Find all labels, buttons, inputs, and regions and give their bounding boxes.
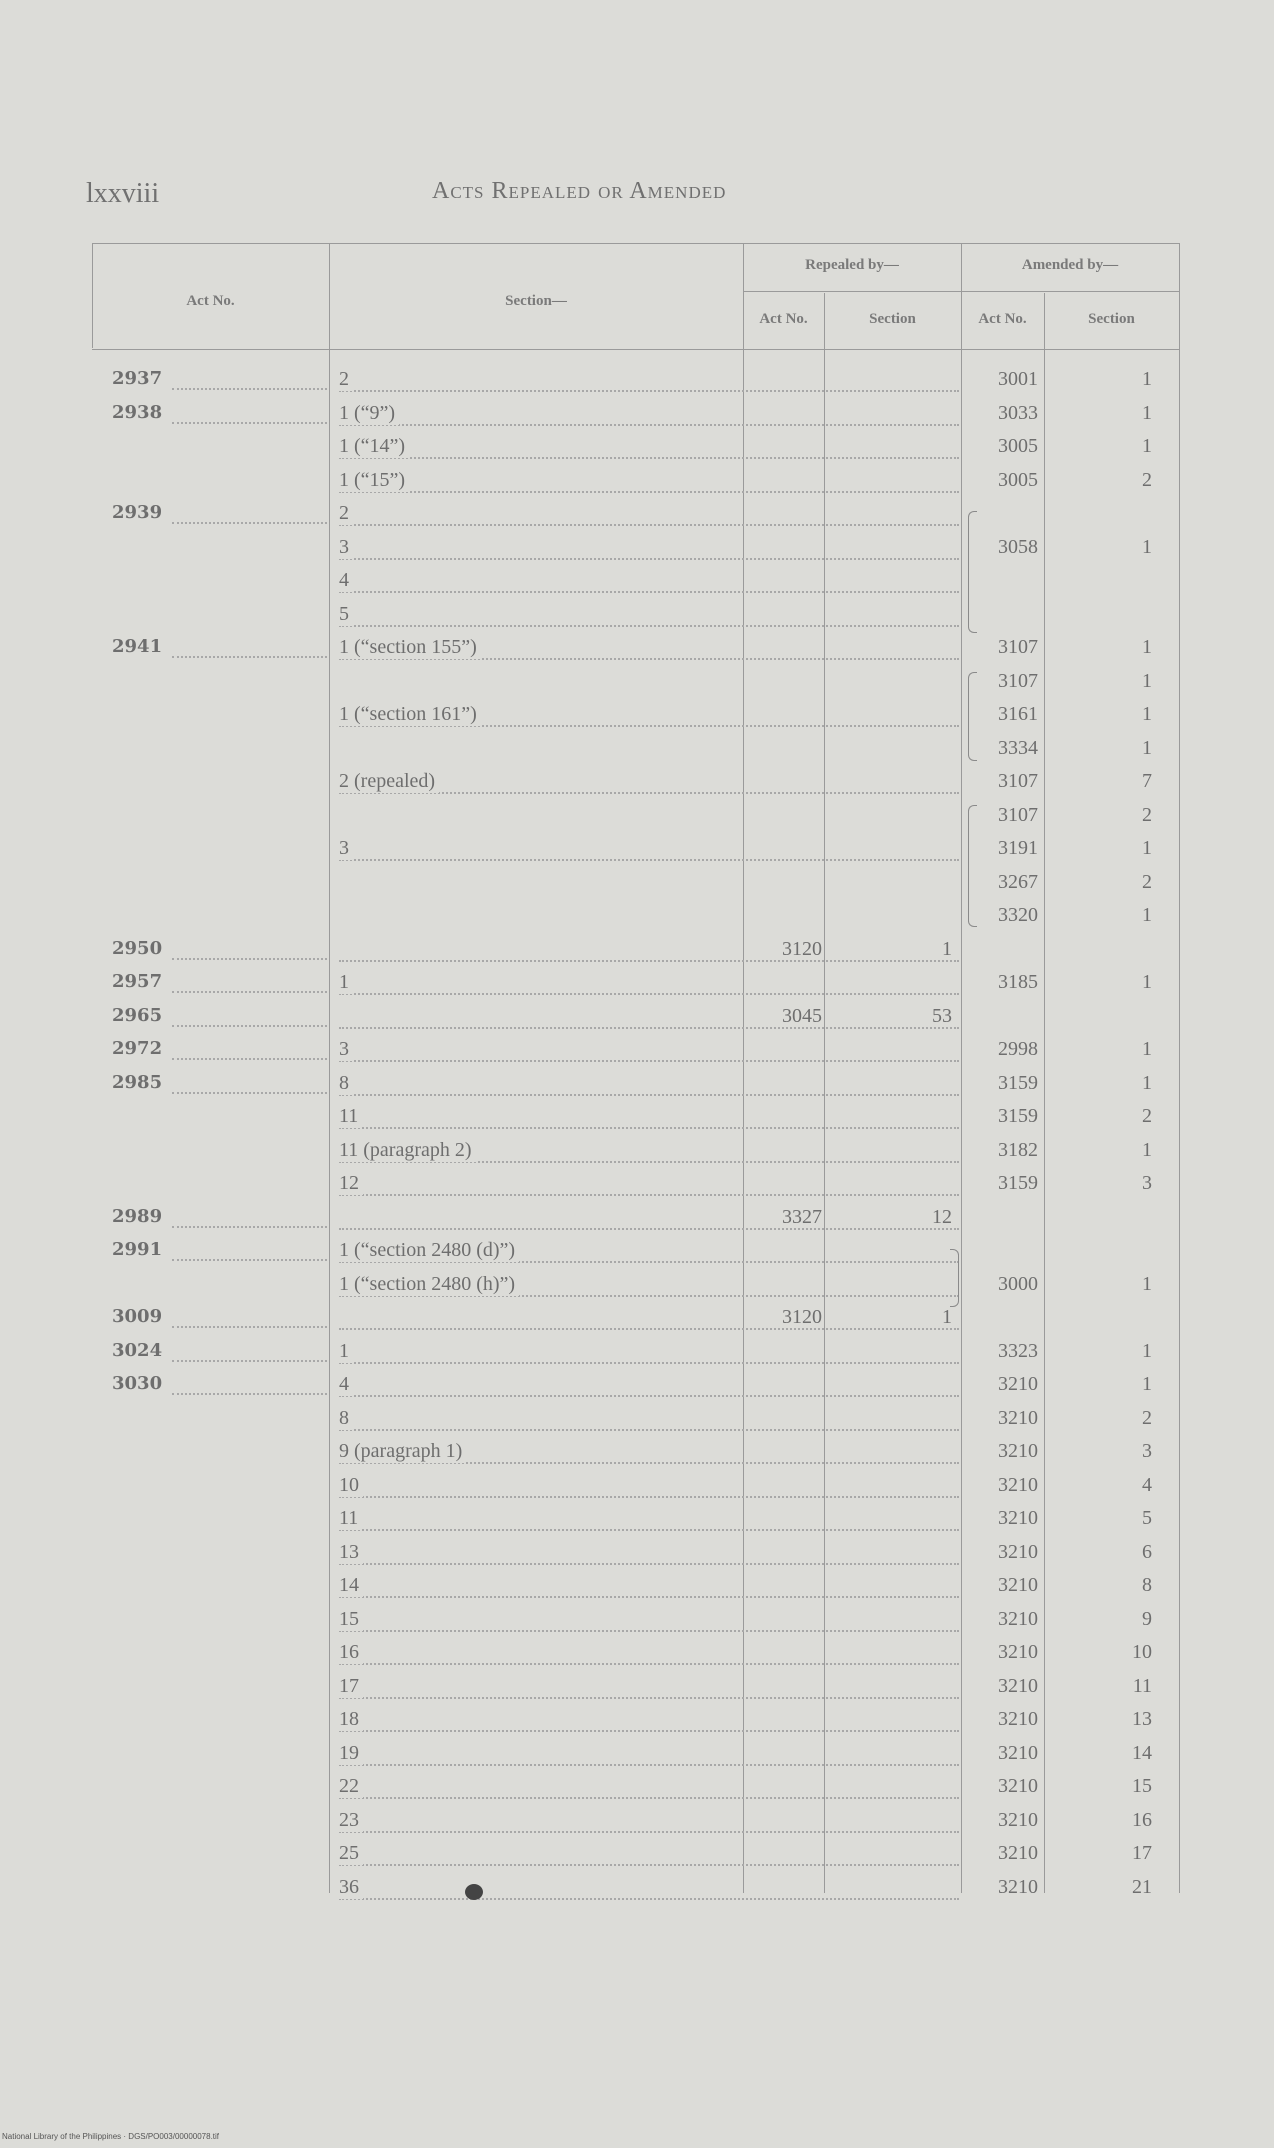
table-row: [92, 1608, 1182, 1642]
amended-section-cell: 1: [1142, 1071, 1152, 1094]
table-row: [92, 1273, 1182, 1307]
leader-dots: [339, 524, 959, 526]
amended-section-cell: 2: [1142, 1406, 1152, 1429]
leader-dots: [339, 1194, 959, 1196]
amended-section-cell: 17: [1132, 1842, 1152, 1864]
table-row: [92, 1139, 1182, 1173]
header-section: Section—: [505, 293, 567, 309]
amended-section-cell: 7: [1142, 770, 1152, 792]
amended-section-cell: 9: [1142, 1607, 1152, 1630]
amended-section-cell: 2: [1142, 803, 1152, 826]
table-row: [92, 871, 1182, 905]
leader-dots: [339, 1395, 959, 1397]
section-cell: 12: [339, 1172, 363, 1195]
amended-act-cell: 3323: [998, 1339, 1038, 1362]
amended-act-cell: 3210: [998, 1440, 1038, 1462]
amended-act-cell: 3107: [998, 636, 1038, 658]
act-number-cell: 2939: [112, 502, 166, 523]
table-row: [92, 1641, 1182, 1675]
amended-act-cell: 3210: [998, 1607, 1038, 1630]
amended-section-cell: 14: [1132, 1741, 1152, 1764]
header-act-no: Act No.: [186, 293, 235, 309]
repealed-sub-rule: [743, 291, 961, 292]
amended-act-cell: 3001: [998, 368, 1038, 390]
section-cell: 22: [339, 1775, 363, 1798]
table-row: [92, 1407, 1182, 1441]
leader-dots: [339, 1764, 959, 1766]
header-repealed-act-no: Act No.: [759, 311, 808, 327]
group-brace: [968, 511, 977, 633]
leader-dots: [172, 1360, 327, 1362]
leader-dots: [339, 1496, 959, 1498]
act-number-cell: 2991: [112, 1239, 166, 1260]
table-row: [92, 1876, 1182, 1910]
section-cell: 1 (“section 2480 (h)”): [339, 1273, 519, 1296]
amended-act-cell: 3159: [998, 1105, 1038, 1127]
amended-section-cell: 1: [1142, 1038, 1152, 1060]
scan-footer: National Library of the Philippines · DGS/PO003/00000078.tif: [2, 2132, 220, 2141]
amended-act-cell: 3005: [998, 435, 1038, 457]
amended-section-cell: 5: [1142, 1507, 1152, 1529]
repealed-section-cell: 1: [942, 937, 952, 960]
leader-dots: [339, 1094, 959, 1096]
section-cell: 2: [339, 368, 353, 391]
leader-dots: [339, 960, 959, 962]
repealed-act-cell: 3045: [782, 1004, 822, 1027]
act-number-cell: 3030: [112, 1373, 166, 1394]
ink-blot: [465, 1884, 483, 1900]
amended-section-cell: 8: [1142, 1574, 1152, 1596]
amended-section-cell: 6: [1142, 1540, 1152, 1563]
act-number-cell: 2938: [112, 402, 166, 423]
table-row: [92, 569, 1182, 603]
section-cell: 1 (“9”): [339, 402, 399, 425]
table-row: [92, 1440, 1182, 1474]
table-row: [92, 837, 1182, 871]
table-row: [92, 1742, 1182, 1776]
amended-act-cell: 3210: [998, 1674, 1038, 1697]
table-top-rule: [92, 243, 1180, 244]
section-cell: 8: [339, 1072, 353, 1095]
amended-act-cell: 3210: [998, 1540, 1038, 1563]
section-cell: 4: [339, 569, 353, 592]
leader-dots: [339, 1730, 959, 1732]
leader-dots: [172, 1092, 327, 1094]
amended-act-cell: 3210: [998, 1842, 1038, 1864]
amended-act-cell: 3159: [998, 1172, 1038, 1194]
act-number-cell: 2937: [112, 368, 166, 389]
repealed-act-cell: 3327: [782, 1205, 822, 1228]
section-cell: 2 (repealed): [339, 770, 439, 793]
section-cell: 36: [339, 1876, 363, 1899]
leader-dots: [172, 1058, 327, 1060]
amended-act-cell: 3210: [998, 1741, 1038, 1764]
header-amended-act-no: Act No.: [978, 311, 1027, 327]
amended-section-cell: 3: [1142, 1172, 1152, 1194]
amended-section-cell: 1: [1142, 837, 1152, 859]
amended-act-cell: 3000: [998, 1272, 1038, 1295]
leader-dots: [172, 388, 327, 390]
section-cell: 3: [339, 536, 353, 559]
leader-dots: [339, 457, 959, 459]
table-row: [92, 502, 1182, 536]
group-brace: [968, 805, 977, 927]
table-row: [92, 435, 1182, 469]
amended-section-cell: 1: [1142, 401, 1152, 424]
leader-dots: [339, 491, 959, 493]
leader-dots: [339, 1563, 959, 1565]
act-number-cell: 3024: [112, 1340, 166, 1361]
leader-dots: [339, 1060, 959, 1062]
table-row: [92, 368, 1182, 402]
leader-dots: [339, 1898, 959, 1900]
table-row: [92, 904, 1182, 938]
section-cell: 10: [339, 1474, 363, 1497]
section-cell: 18: [339, 1708, 363, 1731]
repealed-section-cell: 1: [942, 1306, 952, 1328]
amended-section-cell: 1: [1142, 368, 1152, 390]
amended-act-cell: 3058: [998, 535, 1038, 558]
leader-dots: [339, 1529, 959, 1531]
act-number-cell: 2985: [112, 1072, 166, 1093]
table-row: [92, 938, 1182, 972]
leader-dots: [172, 1259, 327, 1261]
leader-dots: [339, 558, 959, 560]
amended-act-cell: 3159: [998, 1071, 1038, 1094]
amended-section-cell: 1: [1142, 1138, 1152, 1161]
repealed-section-cell: 12: [932, 1205, 952, 1228]
leader-dots: [339, 1663, 959, 1665]
section-cell: 8: [339, 1407, 353, 1430]
table-row: [92, 1005, 1182, 1039]
amended-act-cell: 3210: [998, 1708, 1038, 1730]
section-cell: 11: [339, 1507, 362, 1530]
table-row: [92, 737, 1182, 771]
acts-table: [92, 243, 1182, 1898]
section-cell: 3: [339, 1038, 353, 1061]
leader-dots: [339, 1596, 959, 1598]
leader-dots: [172, 991, 327, 993]
table-row: [92, 1373, 1182, 1407]
leader-dots: [172, 656, 327, 658]
header-bottom-rule: [92, 349, 1180, 350]
leader-dots: [339, 859, 959, 861]
amended-section-cell: 2: [1142, 870, 1152, 893]
amended-act-cell: 3210: [998, 1473, 1038, 1496]
amended-act-cell: 3005: [998, 468, 1038, 491]
amended-act-cell: 3267: [998, 870, 1038, 893]
table-row: [92, 1675, 1182, 1709]
amended-section-cell: 4: [1142, 1473, 1152, 1496]
leader-dots: [172, 1393, 327, 1395]
amended-act-cell: 3182: [998, 1138, 1038, 1161]
act-number-cell: 2957: [112, 971, 166, 992]
leader-dots: [339, 993, 959, 995]
section-cell: 13: [339, 1541, 363, 1564]
amended-act-cell: 3210: [998, 1875, 1038, 1898]
act-number-cell: 2950: [112, 938, 166, 959]
table-row: [92, 1507, 1182, 1541]
table-row: [92, 703, 1182, 737]
leader-dots: [172, 522, 327, 524]
header-amended-section: Section: [1088, 311, 1135, 327]
section-cell: 1 (“section 155”): [339, 636, 481, 659]
table-row: [92, 670, 1182, 704]
leader-dots: [172, 1025, 327, 1027]
act-number-cell: 2989: [112, 1206, 166, 1227]
repealed-act-cell: 3120: [782, 1306, 822, 1328]
act-number-cell: 2941: [112, 636, 166, 657]
header-repealed-by: Repealed by—: [805, 257, 899, 273]
section-cell: 16: [339, 1641, 363, 1664]
amended-act-cell: 3107: [998, 669, 1038, 692]
amended-section-cell: 3: [1142, 1440, 1152, 1462]
leader-dots: [339, 424, 959, 426]
act-number-cell: 2972: [112, 1038, 166, 1059]
amended-section-cell: 1: [1142, 435, 1152, 457]
amended-section-cell: 2: [1142, 468, 1152, 491]
table-row: [92, 1474, 1182, 1508]
section-cell: 5: [339, 603, 353, 626]
group-brace: [950, 1249, 959, 1307]
amended-section-cell: 1: [1142, 1272, 1152, 1295]
leader-dots: [339, 1328, 959, 1330]
amended-section-cell: 16: [1132, 1808, 1152, 1831]
section-cell: 1 (“section 161”): [339, 703, 481, 726]
section-cell: 3: [339, 837, 353, 860]
table-row: [92, 1105, 1182, 1139]
leader-dots: [339, 1797, 959, 1799]
amended-section-cell: 1: [1142, 703, 1152, 725]
amended-section-cell: 11: [1132, 1674, 1152, 1697]
leader-dots: [339, 1831, 959, 1833]
table-row: [92, 1172, 1182, 1206]
amended-section-cell: 1: [1142, 1339, 1152, 1362]
leader-dots: [339, 390, 959, 392]
table-row: [92, 1072, 1182, 1106]
section-cell: 11: [339, 1105, 362, 1128]
amended-section-cell: 15: [1132, 1775, 1152, 1797]
section-cell: 1: [339, 971, 353, 994]
section-cell: 1 (“section 2480 (d)”): [339, 1239, 519, 1262]
table-row: [92, 804, 1182, 838]
table-row: [92, 402, 1182, 436]
table-row: [92, 1340, 1182, 1374]
amended-act-cell: 3334: [998, 736, 1038, 759]
leader-dots: [339, 1362, 959, 1364]
amended-act-cell: 3210: [998, 1808, 1038, 1831]
amended-section-cell: 1: [1142, 535, 1152, 558]
section-cell: 2: [339, 502, 353, 525]
section-cell: 17: [339, 1675, 363, 1698]
amended-act-cell: 3210: [998, 1373, 1038, 1395]
table-row: [92, 636, 1182, 670]
table-row: [92, 1842, 1182, 1876]
table-row: [92, 603, 1182, 637]
repealed-act-cell: 3120: [782, 937, 822, 960]
section-cell: 15: [339, 1608, 363, 1631]
leader-dots: [339, 1127, 959, 1129]
table-row: [92, 1206, 1182, 1240]
leader-dots: [339, 1429, 959, 1431]
section-cell: 1 (“14”): [339, 435, 409, 458]
repealed-section-cell: 53: [932, 1004, 952, 1027]
amended-act-cell: 3210: [998, 1775, 1038, 1797]
leader-dots: [172, 1326, 327, 1328]
page-title: Acts Repealed or Amended: [432, 178, 727, 204]
header-amended-by: Amended by—: [1021, 257, 1119, 273]
act-number-cell: 2965: [112, 1005, 166, 1026]
table-row: [92, 1708, 1182, 1742]
leader-dots: [339, 1630, 959, 1632]
section-cell: 23: [339, 1809, 363, 1832]
leader-dots: [339, 591, 959, 593]
amended-act-cell: 3210: [998, 1406, 1038, 1429]
leader-dots: [339, 625, 959, 627]
amended-section-cell: 1: [1142, 736, 1152, 759]
amended-act-cell: 3107: [998, 803, 1038, 826]
table-row: [92, 536, 1182, 570]
table-row: [92, 1574, 1182, 1608]
amended-section-cell: 1: [1142, 904, 1152, 926]
leader-dots: [172, 958, 327, 960]
section-cell: 11 (paragraph 2): [339, 1139, 476, 1162]
table-row: [92, 469, 1182, 503]
section-cell: 25: [339, 1842, 363, 1865]
amended-section-cell: 10: [1132, 1641, 1152, 1663]
table-row: [92, 1541, 1182, 1575]
amended-section-cell: 1: [1142, 636, 1152, 658]
amended-section-cell: 1: [1142, 1373, 1152, 1395]
amended-section-cell: 1: [1142, 669, 1152, 692]
amended-act-cell: 2998: [998, 1038, 1038, 1060]
section-cell: 9 (paragraph 1): [339, 1440, 466, 1463]
amended-section-cell: 2: [1142, 1105, 1152, 1127]
amended-act-cell: 3161: [998, 703, 1038, 725]
header-repealed-section: Section: [869, 311, 916, 327]
amended-act-cell: 3210: [998, 1507, 1038, 1529]
leader-dots: [339, 1027, 959, 1029]
amended-section-cell: 21: [1132, 1875, 1152, 1898]
table-row: [92, 1809, 1182, 1843]
table-row: [92, 770, 1182, 804]
table-row: [92, 1306, 1182, 1340]
amended-sub-rule: [961, 291, 1179, 292]
table-row: [92, 1038, 1182, 1072]
amended-act-cell: 3210: [998, 1574, 1038, 1596]
leader-dots: [339, 1228, 959, 1230]
group-brace: [968, 672, 977, 761]
section-cell: 14: [339, 1574, 363, 1597]
amended-act-cell: 3033: [998, 401, 1038, 424]
leader-dots: [172, 1226, 327, 1228]
amended-act-cell: 3320: [998, 904, 1038, 926]
amended-section-cell: 13: [1132, 1708, 1152, 1730]
section-cell: 1: [339, 1340, 353, 1363]
act-number-cell: 3009: [112, 1306, 166, 1327]
table-row: [92, 1775, 1182, 1809]
table-row: [92, 1239, 1182, 1273]
amended-section-cell: 1: [1142, 971, 1152, 993]
amended-act-cell: 3210: [998, 1641, 1038, 1663]
section-cell: 19: [339, 1742, 363, 1765]
leader-dots: [339, 1697, 959, 1699]
page-number: lxxviii: [86, 178, 160, 209]
section-cell: 4: [339, 1373, 353, 1396]
leader-dots: [339, 1864, 959, 1866]
amended-act-cell: 3185: [998, 971, 1038, 993]
section-cell: 1 (“15”): [339, 469, 409, 492]
amended-act-cell: 3191: [998, 837, 1038, 859]
table-row: [92, 971, 1182, 1005]
amended-act-cell: 3107: [998, 770, 1038, 792]
leader-dots: [172, 422, 327, 424]
